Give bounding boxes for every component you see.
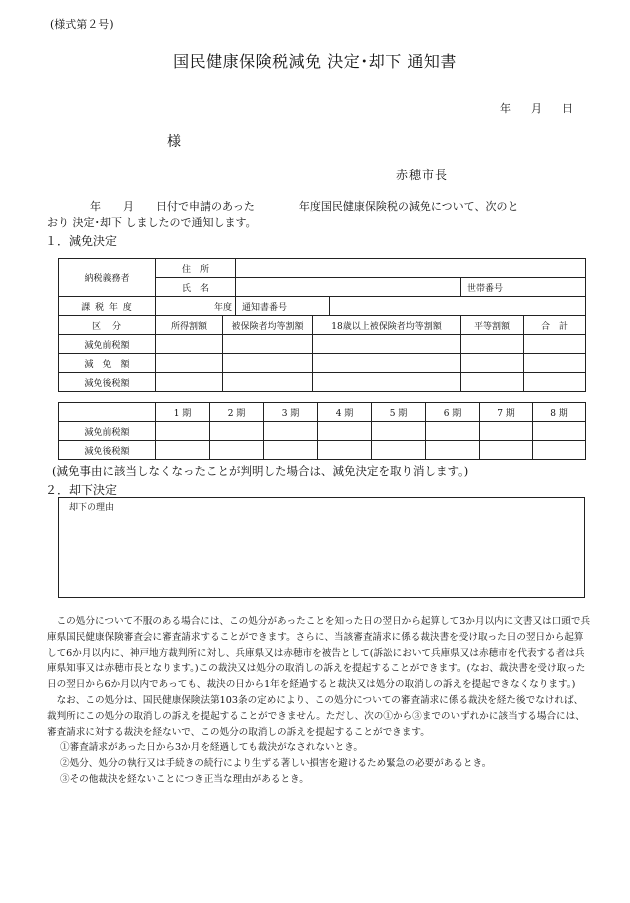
cell[interactable] [156, 373, 223, 392]
cell[interactable] [461, 335, 524, 354]
period-5: 5 期 [372, 403, 426, 422]
household-number-label: 世帯番号 [461, 278, 586, 297]
period-6: 6 期 [426, 403, 480, 422]
appeal-paragraph-1: この処分について不服のある場合には、この処分があったことを知った日の翌日から起算して3か月以内に文書又は口頭で兵庫県国民健康保険審査会に審査請求することができます。さらに、当該審査請求に係る裁決書を受け取った日の翌日から起算して6か月以内に、神戸地方裁判所に対し、兵庫県又は赤穂市を被告として(訴訟において兵庫県又は赤穂市を代表する者は兵庫県知事又は赤穂市長となります。)この裁決又は処分の取消しの訴えを提起することができます。(なお、裁決書を受け取った日の翌日から6か月以内であっても、裁決の日から1年を経過すると裁決又は処分の取消しの訴えを提起できなくなります。) [47, 616, 591, 691]
cell[interactable] [480, 422, 533, 441]
cell[interactable] [264, 441, 318, 460]
taxpayer-label: 納税義務者 [59, 259, 156, 297]
col-income: 所得割額 [156, 316, 223, 335]
cell[interactable] [156, 335, 223, 354]
tax-year-label: 課 税 年 度 [59, 297, 156, 316]
cell[interactable] [426, 441, 480, 460]
tax-year-field[interactable]: 年度 [156, 297, 236, 316]
cell[interactable] [210, 441, 264, 460]
rejection-reason-box[interactable] [58, 497, 585, 598]
cell[interactable] [318, 422, 372, 441]
exception-item-2: ②処分、処分の執行又は手続きの続行により生ずる著しい損害を避けるため緊急の必要があるとき。 [60, 757, 492, 769]
row-after: 減免後税額 [59, 373, 156, 392]
address-label: 住 所 [156, 259, 236, 278]
period-4: 4 期 [318, 403, 372, 422]
cell[interactable] [461, 354, 524, 373]
period-7: 7 期 [480, 403, 533, 422]
document-title: 国民健康保険税減免 決定･却下 通知書 [173, 52, 457, 71]
period-corner [59, 403, 156, 422]
cell[interactable] [372, 422, 426, 441]
col-total: 合 計 [524, 316, 586, 335]
section-heading-reduction: １．減免決定 [45, 234, 118, 248]
notice-number-label: 通知書番号 [236, 297, 330, 316]
row-before: 減免前税額 [59, 335, 156, 354]
cell[interactable] [524, 373, 586, 392]
col-per-capita: 被保険者均等割額 [223, 316, 313, 335]
notice-number-field[interactable] [330, 297, 586, 316]
period-1: 1 期 [156, 403, 210, 422]
exception-item-3: ③その他裁決を経ないことにつき正当な理由があるとき。 [60, 773, 309, 785]
cell[interactable] [524, 354, 586, 373]
cell[interactable] [264, 422, 318, 441]
exception-item-1: ①審査請求があった日から3か月を経過しても裁決がなされないとき。 [60, 742, 364, 753]
cancellation-note: (減免事由に該当しなくなったことが判明した場合は、減免決定を取り消します。) [52, 464, 469, 478]
section-heading-rejection: ２．却下決定 [45, 483, 118, 497]
address-field[interactable] [236, 259, 586, 278]
cell[interactable] [533, 422, 586, 441]
cell[interactable] [223, 373, 313, 392]
col-equal: 平等割額 [461, 316, 524, 335]
appeal-paragraph-2: なお、この処分は、国民健康保険法第103条の定めにより、この処分についての審査請求に係る裁決を経た後でなければ、裁判所にこの処分の取消しの訴えを提起することができません。ただし、次の①から③までのいずれかに該当する場合には、審査請求に対する裁決を経ないで、この処分の取消しの訴えを提起することができます。 [47, 694, 585, 738]
cell[interactable] [223, 335, 313, 354]
cell[interactable] [313, 335, 461, 354]
date-line: 年月日 [500, 102, 593, 115]
cell[interactable] [313, 354, 461, 373]
cell[interactable] [313, 373, 461, 392]
addressee-honorific: 様 [167, 134, 181, 150]
form-number: (様式第２号) [50, 18, 114, 31]
cell[interactable] [156, 441, 210, 460]
name-field[interactable] [236, 278, 461, 297]
cell[interactable] [524, 335, 586, 354]
period-row-after: 減免後税額 [59, 441, 156, 460]
cell[interactable] [223, 354, 313, 373]
period-row-before: 減免前税額 [59, 422, 156, 441]
cell[interactable] [372, 441, 426, 460]
cell[interactable] [426, 422, 480, 441]
name-label: 氏 名 [156, 278, 236, 297]
reduction-table [58, 258, 586, 392]
issuer-name: 赤穂市長 [396, 168, 449, 182]
cell[interactable] [156, 422, 210, 441]
intro-line-2: おり 決定･却下 しましたので通知します。 [47, 216, 257, 229]
cell[interactable] [156, 354, 223, 373]
row-reduction: 減 免 額 [59, 354, 156, 373]
col-per-capita-18: 18歳以上被保険者均等割額 [313, 316, 461, 335]
cell[interactable] [210, 422, 264, 441]
period-8: 8 期 [533, 403, 586, 422]
rejection-reason-label: 却下の理由 [69, 503, 115, 513]
intro-line-1: 年 月 日付で申請のあった 年度国民健康保険税の減免について、次のと [90, 200, 519, 213]
division-label: 区 分 [59, 316, 156, 335]
period-table [58, 402, 586, 460]
cell[interactable] [318, 441, 372, 460]
cell[interactable] [461, 373, 524, 392]
period-2: 2 期 [210, 403, 264, 422]
exception-list [60, 740, 491, 787]
period-3: 3 期 [264, 403, 318, 422]
cell[interactable] [480, 441, 533, 460]
appeal-notice [47, 614, 592, 740]
cell[interactable] [533, 441, 586, 460]
